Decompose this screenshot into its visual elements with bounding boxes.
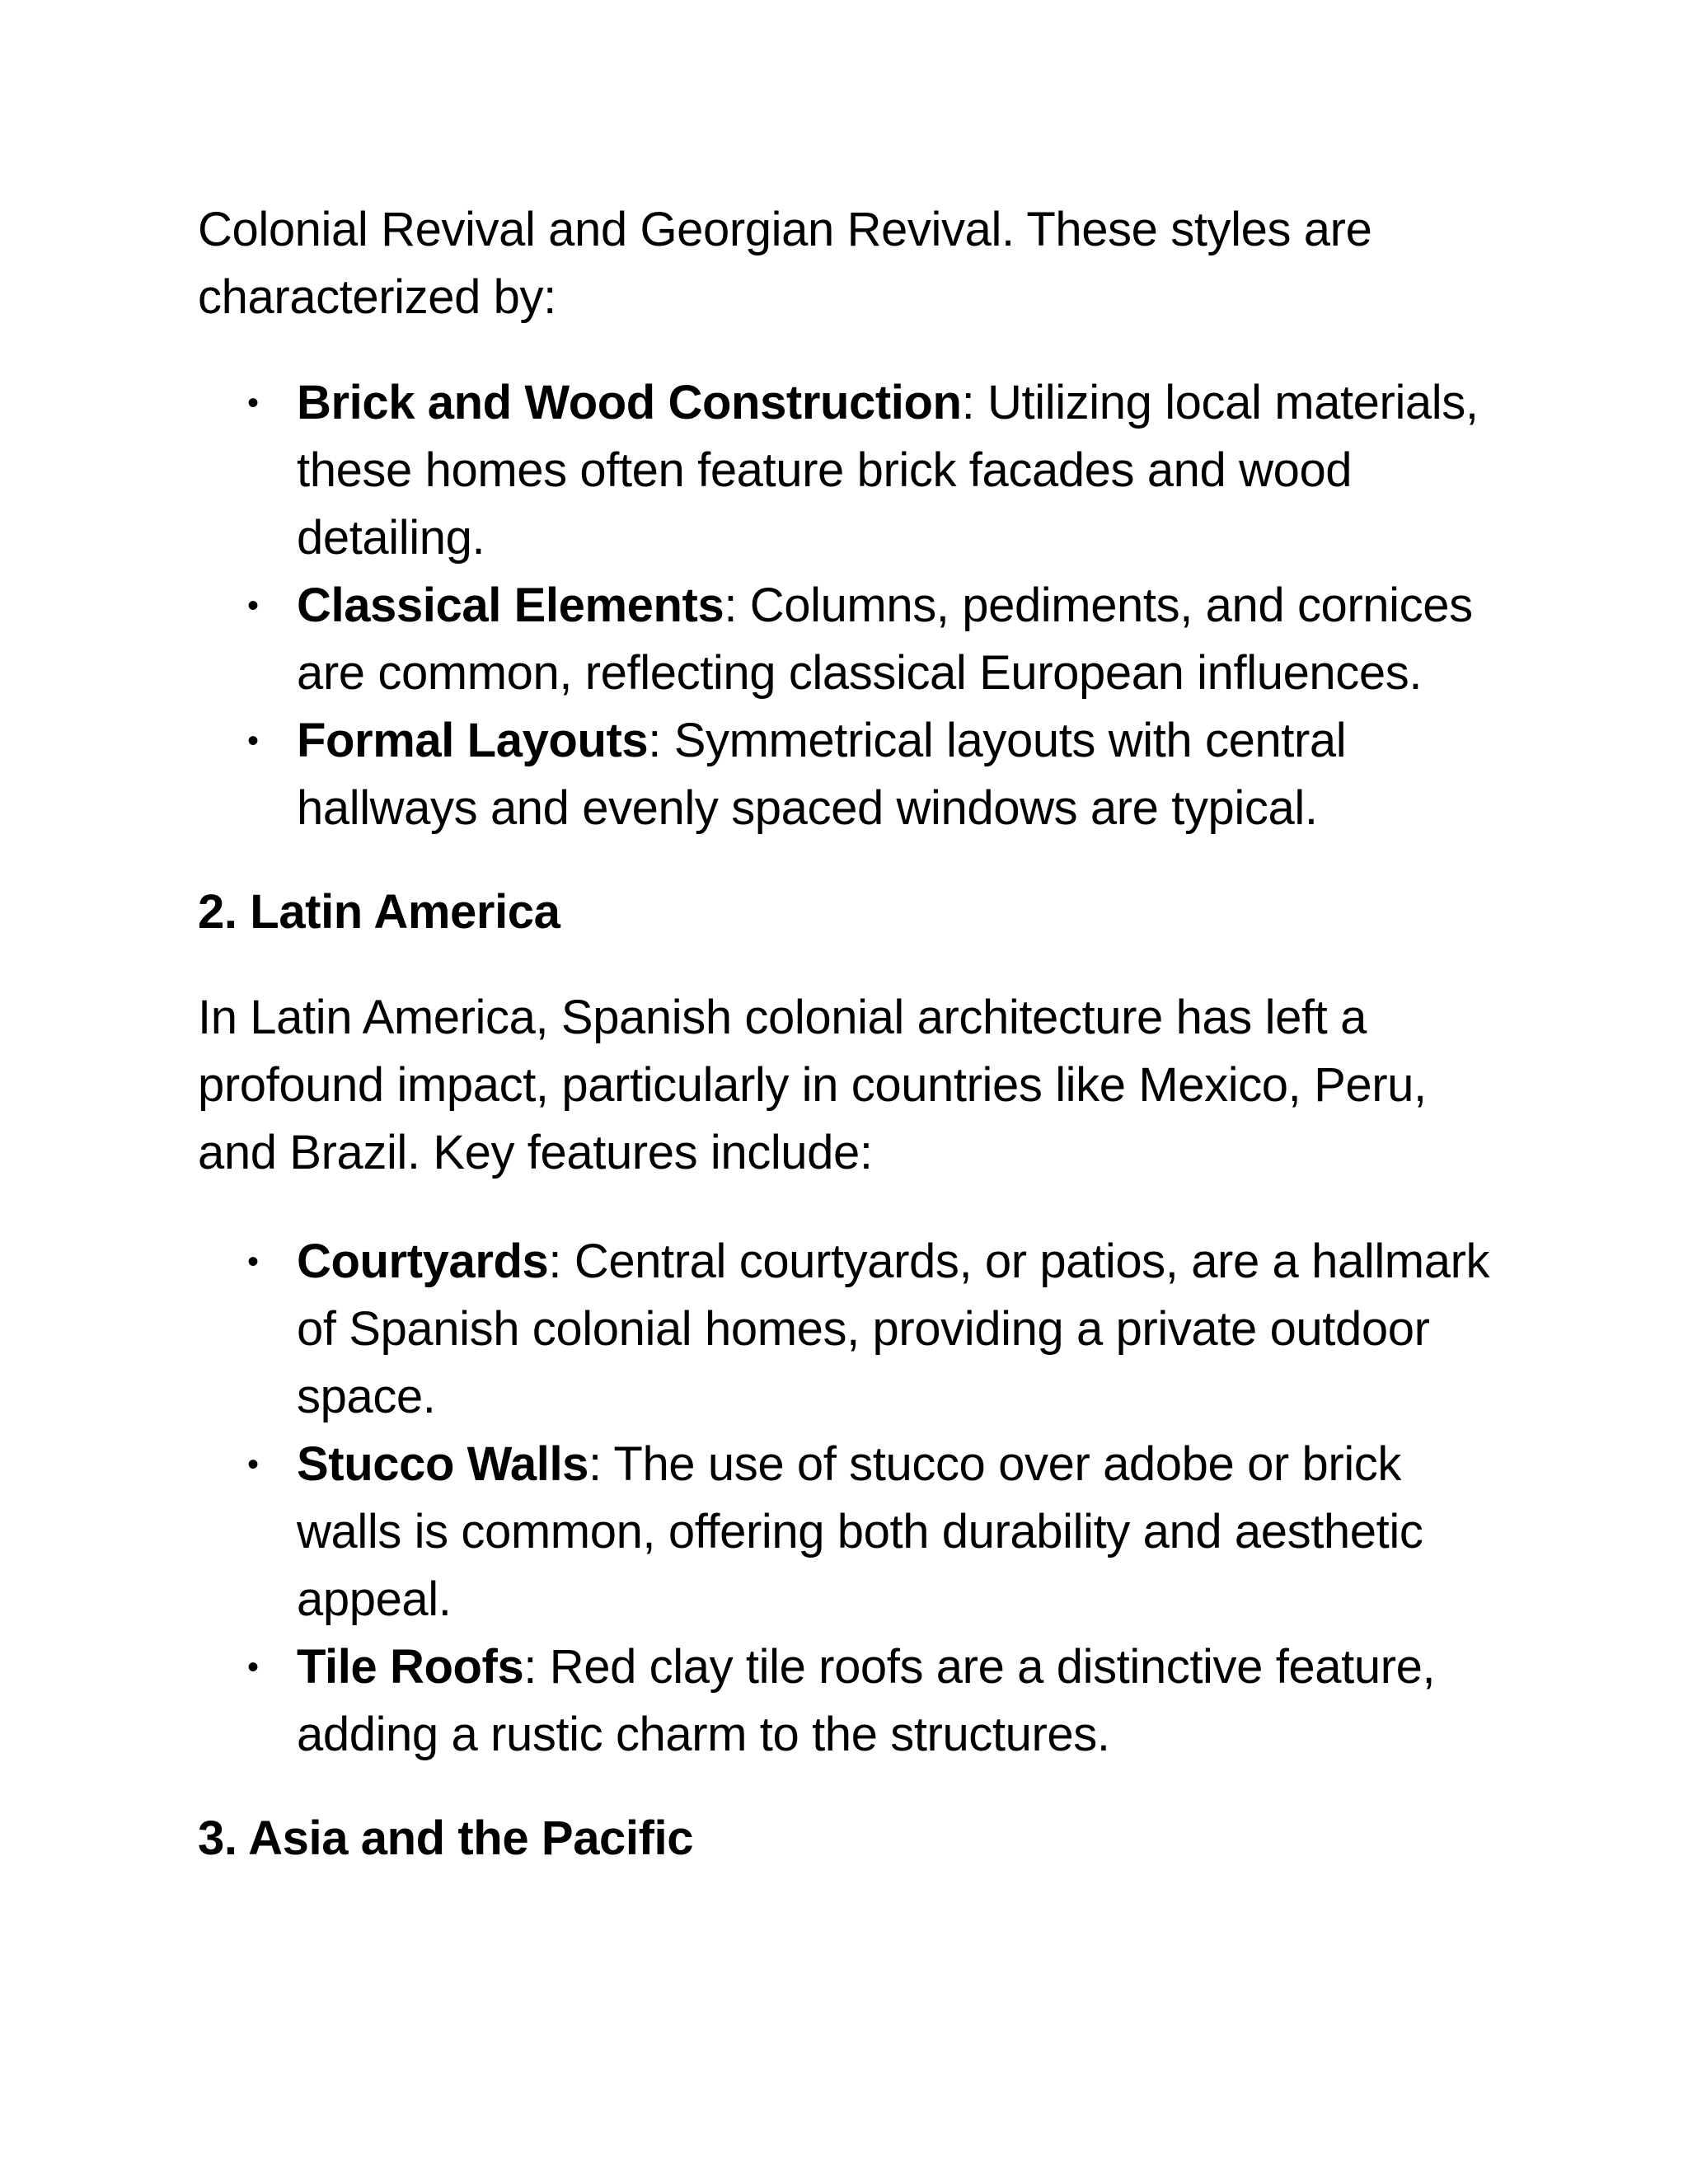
- document-page: [198, 196, 1500, 1872]
- north-america-feature-list: [198, 369, 1500, 842]
- bullet-term: Stucco Walls: [297, 1437, 589, 1491]
- bullet-icon: •: [247, 588, 259, 624]
- bullet-term: Classical Elements: [297, 579, 724, 632]
- list-item: [198, 572, 1500, 707]
- list-item: [198, 1228, 1500, 1431]
- section-heading-asia-pacific: 3. Asia and the Pacific: [198, 1811, 694, 1865]
- bullet-icon: •: [247, 723, 259, 759]
- intro-paragraph: Colonial Revival and Georgian Revival. These styles are characterized by:: [198, 203, 1372, 324]
- bullet-icon: •: [247, 1244, 259, 1280]
- bullet-text: : Symmetrical layouts with central hallways and evenly spaced windows are typical.: [297, 714, 1347, 835]
- bullet-text: : Central courtyards, or patios, are a hallmark of Spanish colonial homes, providing a private outdoor space.: [297, 1235, 1490, 1423]
- bullet-term: Courtyards: [297, 1235, 549, 1288]
- list-item: [198, 707, 1500, 842]
- bullet-icon: •: [247, 385, 259, 421]
- bullet-term: Formal Layouts: [297, 714, 649, 767]
- bullet-term: Brick and Wood Construction: [297, 376, 962, 429]
- bullet-icon: •: [247, 1649, 259, 1685]
- section-heading-latin-america: 2. Latin America: [198, 885, 560, 939]
- bullet-icon: •: [247, 1446, 259, 1483]
- list-item: [198, 1431, 1500, 1633]
- bullet-text: : Utilizing local materials, these homes often feature brick facades and wood detailing.: [297, 376, 1479, 565]
- bullet-text: : Columns, pediments, and cornices are common, reflecting classical European influences.: [297, 579, 1473, 700]
- latin-america-paragraph: In Latin America, Spanish colonial architecture has left a profound impact, particularly in countries like Mexico, Peru, and Brazil. Key features include:: [198, 991, 1427, 1179]
- bullet-text: : Red clay tile roofs are a distinctive feature, adding a rustic charm to the structures.: [297, 1640, 1436, 1761]
- list-item: [198, 1633, 1500, 1769]
- list-item: [198, 369, 1500, 572]
- bullet-text: : The use of stucco over adobe or brick walls is common, offering both durability and aesthetic appeal.: [297, 1437, 1423, 1626]
- latin-america-feature-list: [198, 1228, 1500, 1769]
- bullet-term: Tile Roofs: [297, 1640, 524, 1694]
